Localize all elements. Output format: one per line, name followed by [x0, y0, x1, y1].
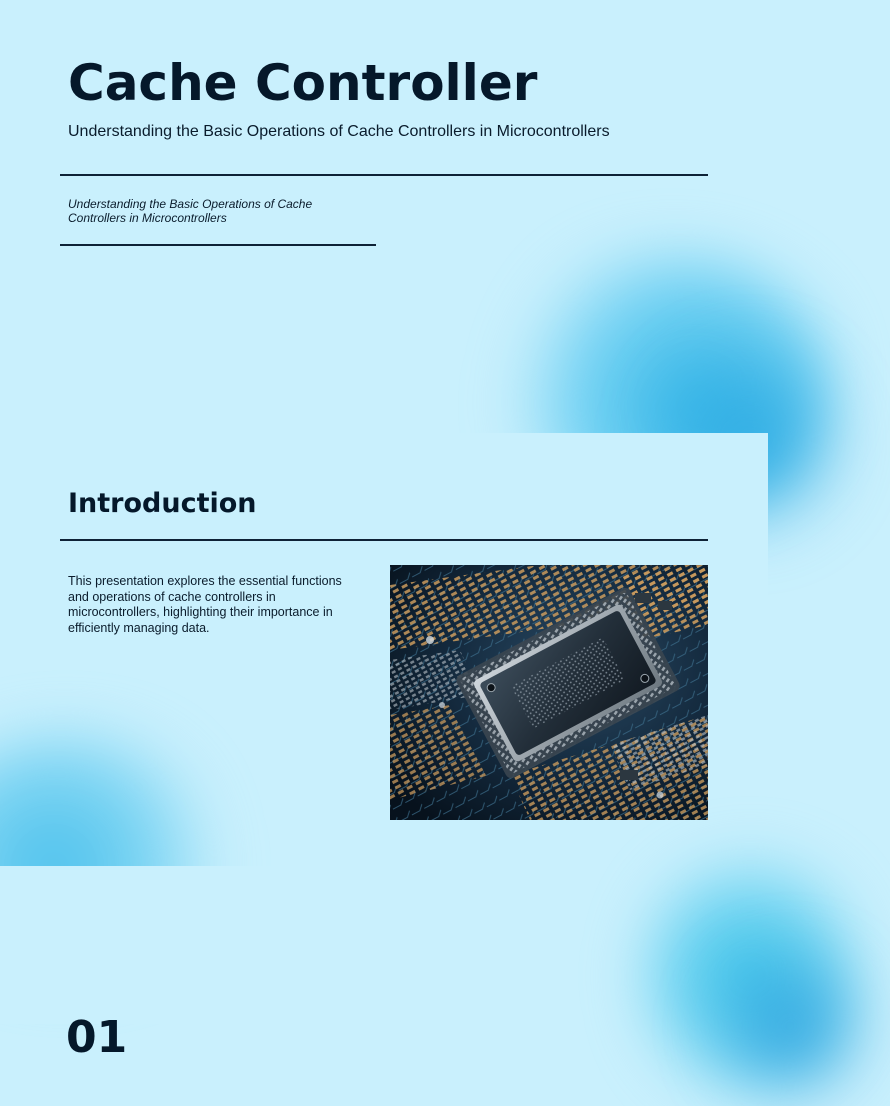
slide-tagline: Understanding the Basic Operations of Cache Controllers in Microcontrollers	[68, 197, 313, 225]
circuit-board-image	[390, 565, 708, 820]
section-number: 01	[66, 1012, 128, 1063]
divider	[60, 539, 708, 541]
section-slide	[0, 866, 768, 1063]
decorative-blob	[690, 946, 890, 1106]
title-slide	[0, 0, 768, 433]
section-heading: Introduction	[68, 488, 257, 519]
divider	[60, 174, 708, 176]
divider-short	[60, 244, 376, 246]
introduction-slide	[0, 433, 768, 866]
slide-title: Cache Controller	[68, 54, 538, 112]
slide-subtitle: Understanding the Basic Operations of Cache Controllers in Microcontrollers	[68, 123, 610, 140]
intro-paragraph: This presentation explores the essential functions and operations of cache controllers in microcontrollers, highlighting their importance in efficiently managing data.	[68, 574, 342, 636]
